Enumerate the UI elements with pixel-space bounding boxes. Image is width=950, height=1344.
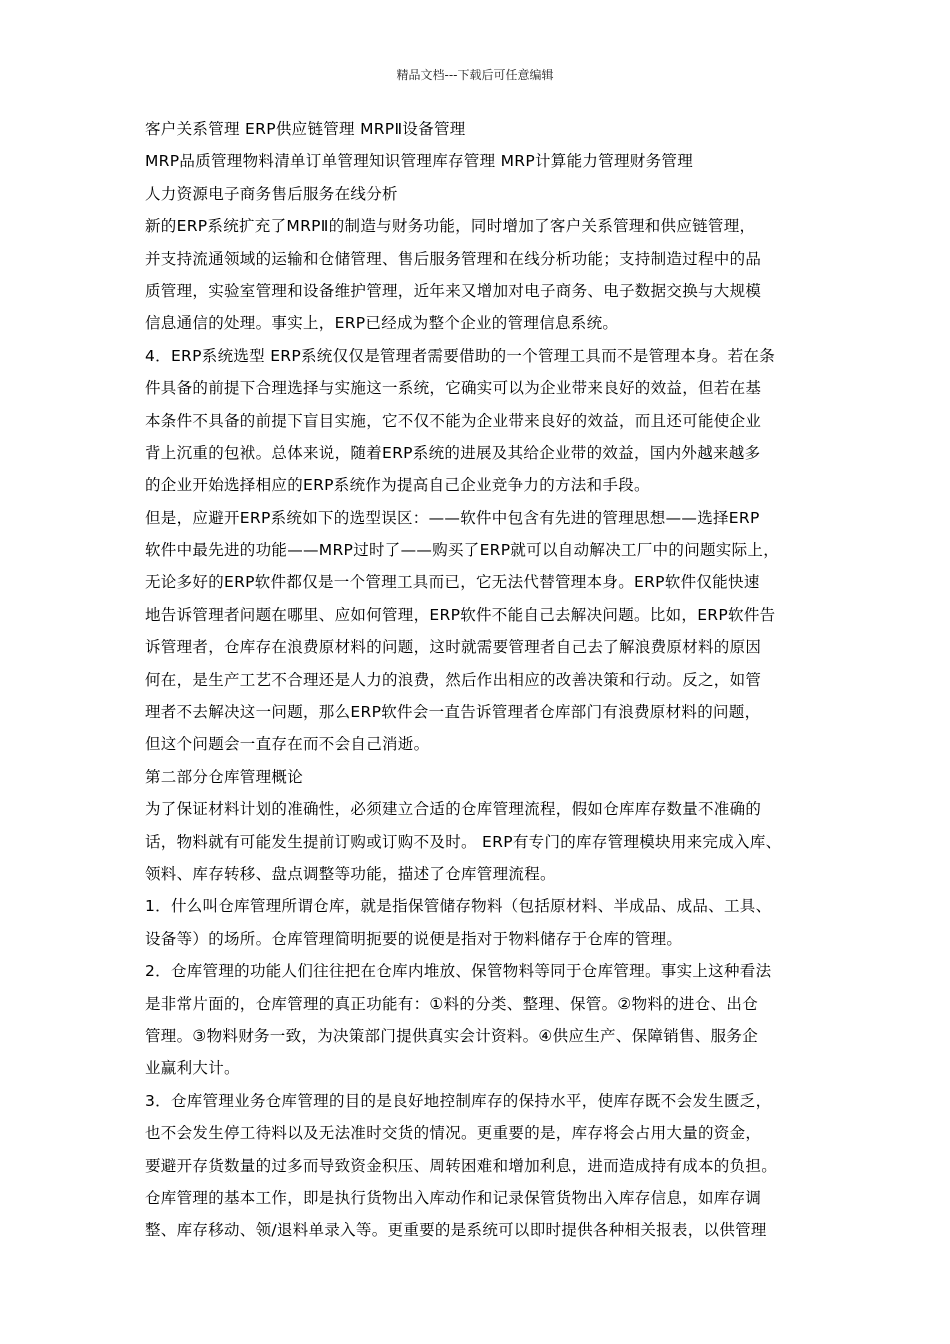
text-line: 领料、库存转移、盘点调整等功能，描述了仓库管理流程。 [145,864,556,883]
text-line: 话，物料就有可能发生提前订购或订购不及时。 ERP有专门的库存管理模块用来完成入库、 [145,832,782,851]
text-line: 也不会发生停工待料以及无法准时交货的情况。更重要的是，库存将会占用大量的资金， [145,1124,762,1143]
text-line: 背上沉重的包袱。总体来说，随着ERP系统的进展及其给企业带的效益，国内外越来越多 [145,443,761,462]
body-text [145,113,825,1247]
text-line: 何在，是生产工艺不合理还是人力的浪费，然后作出相应的改善决策和行动。反之，如管 [145,670,762,689]
text-line: 4．ERP系统选型 ERP系统仅仅是管理者需要借助的一个管理工具而不是管理本身。若在条 [145,346,776,365]
text-line: 本条件不具备的前提下盲目实施，它不仅不能为企业带来良好的效益，而且还可能使企业 [145,411,762,430]
text-line: 为了保证材料计划的准确性，必须建立合适的仓库管理流程，假如仓库库存数量不准确的 [145,800,762,819]
text-line: 地告诉管理者问题在哪里、应如何管理，ERP软件不能自己去解决问题。比如，ERP软件告 [145,605,776,624]
text-line: 无论多好的ERP软件都仅是一个管理工具而已，它无法代替管理本身。ERP软件仅能快速 [145,573,760,592]
text-line: 整、库存移动、领/退料单录入等。更重要的是系统可以即时提供各种相关报表，以供管理 [145,1221,767,1240]
text-line: 并支持流通领域的运输和仓储管理、售后服务管理和在线分析功能；支持制造过程中的品 [145,249,762,268]
page-header: 精品文档---下载后可任意编辑 [396,68,554,82]
text-line: 仓库管理的基本工作，即是执行货物出入库动作和记录保管货物出入库存信息，如库存调 [145,1188,762,1207]
text-line: 业赢利大计。 [145,1059,240,1078]
section-heading: 第二部分仓库管理概论 [145,767,304,786]
text-line: 新的ERP系统扩充了MRPⅡ的制造与财务功能，同时增加了客户关系管理和供应链管理， [145,217,756,236]
text-line: 2．仓库管理的功能人们往往把在仓库内堆放、保管物料等同于仓库管理。事实上这种看法 [145,962,772,981]
text-line: 但这个问题会一直存在而不会自己消逝。 [145,735,430,754]
text-line: MRP品质管理物料清单订单管理知识管理库存管理 MRP计算能力管理财务管理 [145,152,694,171]
text-line: 管理。③物料财务一致，为决策部门提供真实会计资料。④供应生产、保障销售、服务企 [145,1026,758,1045]
text-line: 要避开存货数量的过多而导致资金积压、周转困难和增加利息，进而造成持有成本的负担。 [145,1156,778,1175]
text-line: 是非常片面的，仓库管理的真正功能有：①料的分类、整理、保管。②物料的进仓、出仓 [145,994,758,1013]
text-line: 软件中最先进的功能——MRP过时了——购买了ERP就可以自动解决工厂中的问题实际上， [145,541,780,560]
text-line: 诉管理者，仓库存在浪费原材料的问题，这时就需要管理者自己去了解浪费原材料的原因 [145,638,762,657]
text-line: 1．什么叫仓库管理所谓仓库，就是指保管储存物料（包括原材料、半成品、成品、工具、 [145,897,772,916]
text-line: 理者不去解决这一问题，那么ERP软件会一直告诉管理者仓库部门有浪费原材料的问题， [145,703,761,722]
text-line: 信息通信的处理。事实上，ERP已经成为整个企业的管理信息系统。 [145,314,619,333]
text-line: 人力资源电子商务售后服务在线分析 [145,184,398,203]
text-line: 但是，应避开ERP系统如下的选型误区：——软件中包含有先进的管理思想——选择ERP [145,508,760,527]
text-line: 设备等）的场所。仓库管理简明扼要的说便是指对于物料储存于仓库的管理。 [145,929,683,948]
text-line: 的企业开始选择相应的ERP系统作为提高自己企业竞争力的方法和手段。 [145,476,650,495]
text-line: 件具备的前提下合理选择与实施这一系统，它确实可以为企业带来良好的效益，但若在基 [145,379,762,398]
text-line: 客户关系管理 ERP供应链管理 MRPⅡ设备管理 [145,120,466,138]
text-line: 3．仓库管理业务仓库管理的目的是良好地控制库存的保持水平，使库存既不会发生匮乏， [145,1091,772,1110]
text-line: 质管理，实验室管理和设备维护管理，近年来又增加对电子商务、电子数据交换与大规模 [145,281,762,300]
